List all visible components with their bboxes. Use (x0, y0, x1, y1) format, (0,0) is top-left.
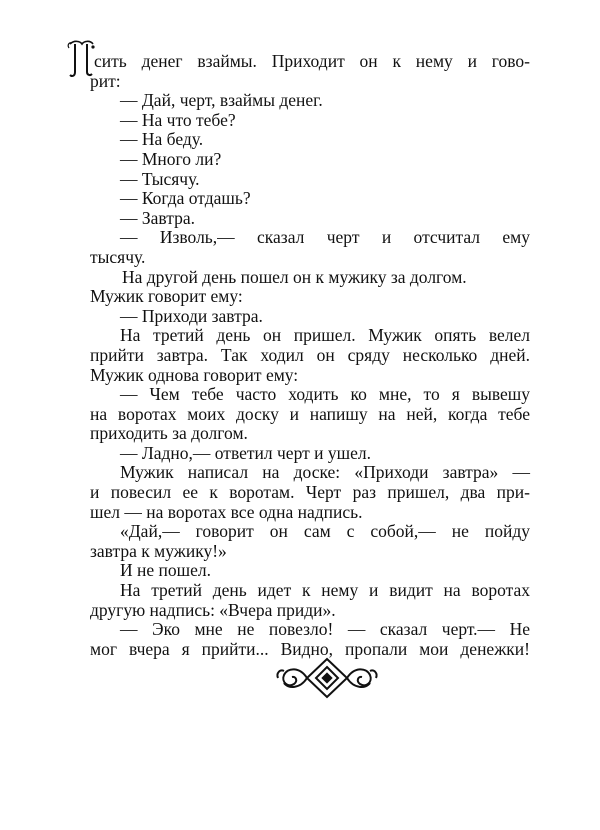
decorative-ornament-icon (272, 655, 382, 701)
text-line: На третий день идет к нему и видит на воротах (120, 580, 530, 601)
text-line: — Эко мне не повезло! — сказал черт.— Не (120, 619, 530, 640)
text-line: завтра к мужику!» (90, 540, 227, 561)
text-line: И не пошел. (120, 560, 211, 581)
text-line: приходить за долгом. (90, 423, 248, 444)
text-line: рит: (90, 70, 121, 91)
text-line: — Приходи завтра. (120, 305, 263, 326)
story-text (90, 52, 530, 659)
text-line: прийти завтра. Так ходил он сряду несколько дней. (90, 344, 530, 365)
text-line: на воротах моих доску и напишу на ней, когда тебе (90, 403, 530, 424)
text-line: тысячу. (90, 246, 146, 267)
text-line: Мужик однова говорит ему: (90, 364, 299, 385)
text-line: На третий день он пришел. Мужик опять велел (120, 325, 530, 346)
text-line: и повесил ее к воротам. Черт раз пришел, два при- (90, 482, 530, 503)
text-line: другую надпись: «Вчера приди». (90, 599, 336, 620)
text-line: мог вчера я прийти... Видно, пропали мои денежки! (90, 638, 530, 659)
text-line: — На беду. (120, 129, 204, 150)
text-line: — Дай, черт, взаймы денег. (120, 90, 323, 111)
text-line: На другой день пошел он к мужику за долгом. (122, 266, 467, 287)
text-line: — Изволь,— сказал черт и отсчитал ему (120, 227, 530, 248)
text-line: — На что тебе? (120, 109, 236, 130)
text-line: «Дай,— говорит он сам с собой,— не пойду (120, 521, 530, 542)
text-line: сить денег взаймы. Приходит он к нему и гово- (94, 51, 530, 71)
text-line: — Ладно,— ответил черт и ушел. (120, 442, 371, 463)
text-line: Мужик написал на доске: «Приходи завтра» — (120, 462, 530, 483)
text-line: — Когда отдашь? (120, 188, 251, 209)
text-line: шел — на воротах все одна надпись. (90, 501, 363, 522)
text-line: — Завтра. (120, 207, 195, 228)
text-line: — Много ли? (120, 148, 222, 169)
text-line: — Тысячу. (120, 168, 200, 189)
text-line: Мужик говорит ему: (90, 286, 243, 307)
text-line: — Чем тебе часто ходить ко мне, то я вывешу (120, 384, 530, 405)
